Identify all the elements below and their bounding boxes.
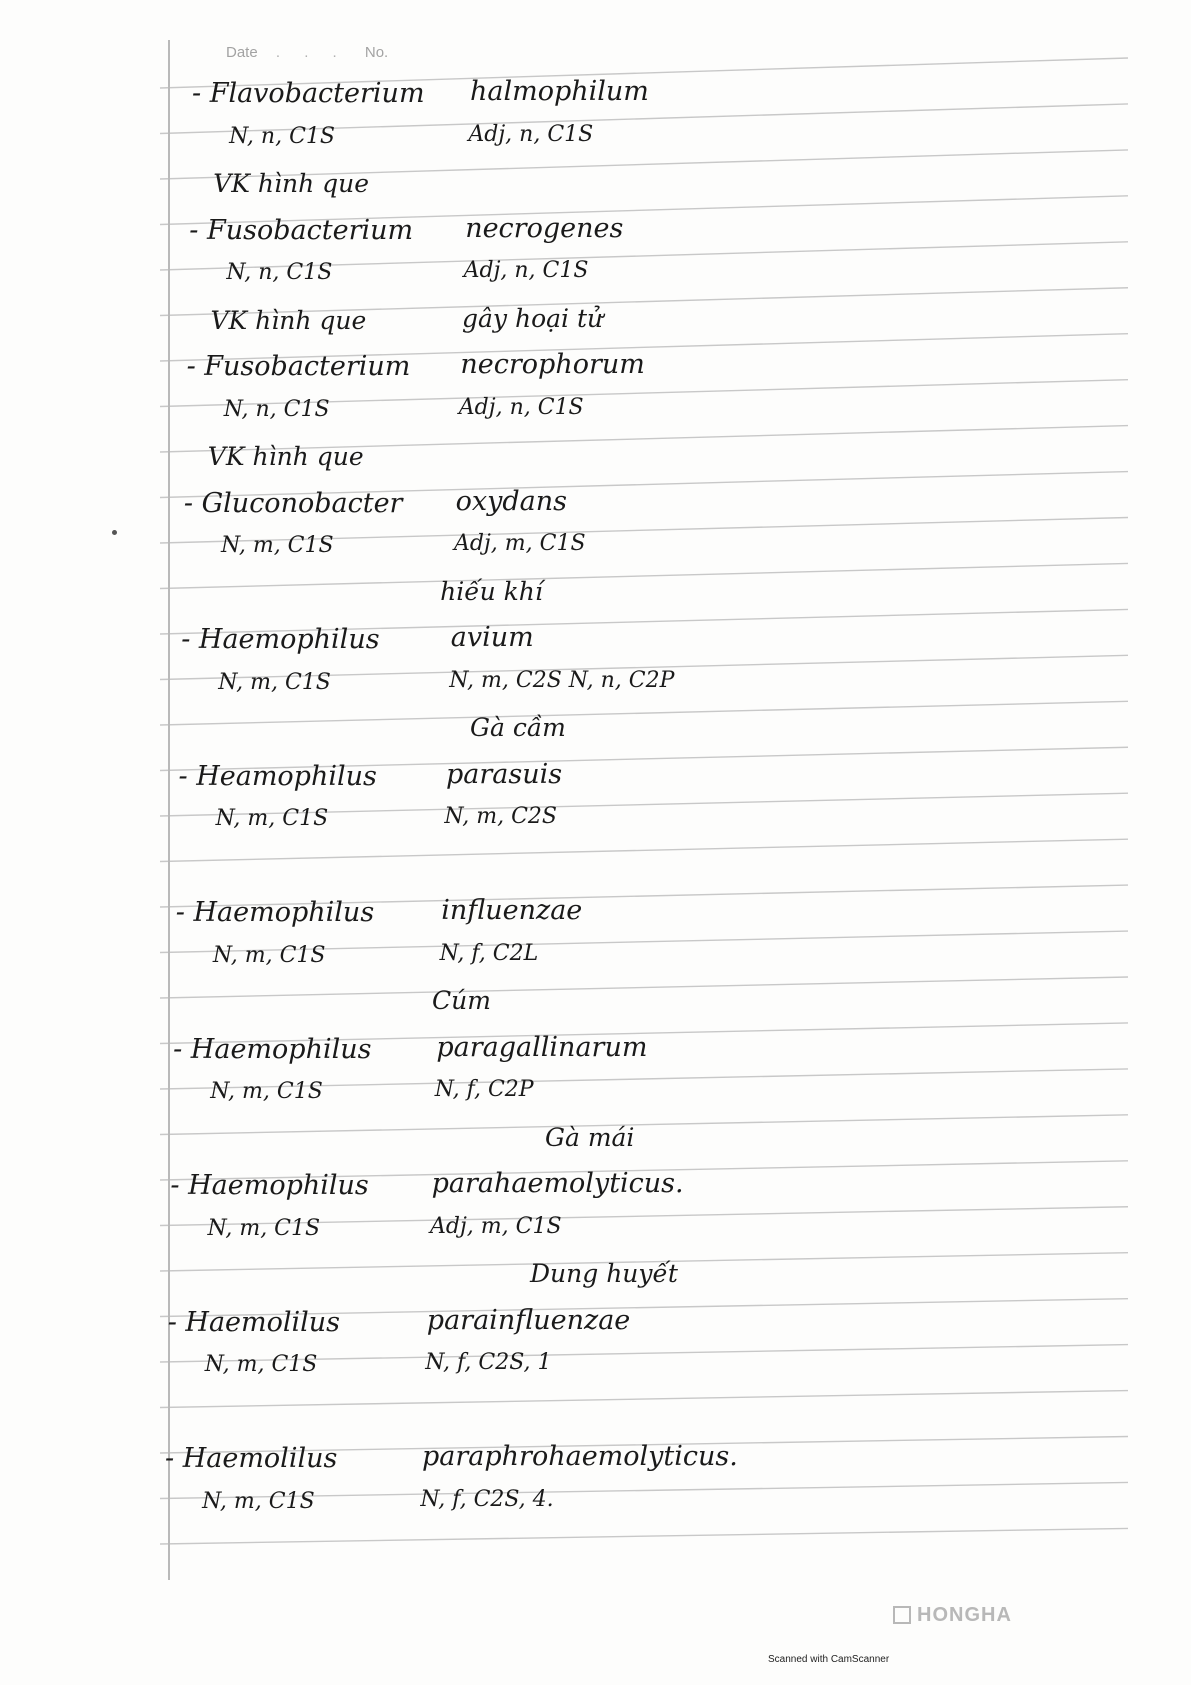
entry-col-a: - Flavobacterium	[192, 78, 425, 109]
entry-col-a: N, m, C1S	[204, 1352, 318, 1377]
entry-col-a: - Heamophilus	[178, 760, 377, 792]
entry-col-b: paragallinarum	[436, 1031, 648, 1063]
brand-logo	[893, 1604, 1012, 1627]
entry-col-b: Adj, m, C1S	[430, 1213, 562, 1239]
entry-col-a: N, n, C1S	[226, 260, 333, 285]
entry-col-a: - Haemophilus	[173, 1033, 372, 1065]
entry-col-b: gây hoại tử	[462, 303, 604, 333]
no-label: No.	[364, 44, 389, 61]
margin-line	[168, 40, 170, 1580]
entry-col-b: N, f, C2S, 1	[425, 1350, 552, 1375]
entry-col-b: hiếu khí	[440, 576, 543, 606]
entry-col-a: - Fusobacterium	[186, 351, 411, 382]
page-header	[226, 44, 402, 61]
entry-col-b: Adj, m, C1S	[454, 531, 586, 556]
entry-col-a: N, m, C1S	[215, 806, 329, 831]
entry-col-a: N, n, C1S	[229, 123, 335, 149]
entry-col-b: Adj, n, C1S	[468, 121, 594, 147]
entry-col-a: N, m, C1S	[207, 1215, 321, 1241]
entry-col-b: Gà cầm	[470, 713, 566, 742]
entry-col-b: oxydans	[455, 485, 567, 517]
stray-dot	[112, 530, 117, 535]
entry-col-b: Cúm	[432, 986, 491, 1015]
entry-col-b: avium	[450, 622, 534, 653]
entry-col-b: Adj, n, C1S	[458, 394, 584, 420]
entry-col-b: necrogenes	[465, 212, 624, 244]
entry-col-b: parasuis	[446, 758, 563, 790]
entry-col-a: N, m, C1S	[210, 1079, 323, 1104]
entry-col-b: N, f, C2L	[439, 940, 539, 966]
entry-col-b: Dung huyết	[530, 1259, 678, 1288]
entry-col-b: paraphrohaemolyticus.	[422, 1441, 738, 1472]
entry-col-a: - Haemolilus	[167, 1306, 341, 1338]
entry-col-a: - Haemophilus	[170, 1170, 369, 1201]
entry-col-a: - Haemophilus	[175, 897, 375, 928]
entry-col-b: parahaemolyticus.	[431, 1168, 684, 1199]
entry-col-b: N, f, C2P	[434, 1077, 534, 1102]
entry-col-a: N, m, C1S	[221, 533, 334, 558]
entry-col-a: N, n, C1S	[223, 396, 330, 422]
entry-col-b: Gà mái	[545, 1122, 635, 1152]
date-dots: . . .	[275, 44, 347, 61]
entry-col-b: N, m, C2S	[444, 804, 557, 829]
entry-col-b: necrophorum	[460, 349, 645, 380]
entry-col-a: N, m, C1S	[212, 942, 326, 968]
entry-col-b: halmophilum	[470, 76, 649, 107]
entry-col-a: N, m, C1S	[202, 1488, 315, 1514]
entry-col-a: - Gluconobacter	[183, 487, 403, 519]
scanner-watermark: Scanned with CamScanner	[768, 1654, 890, 1665]
entry-col-a: VK hình que	[213, 169, 370, 198]
date-label: Date	[226, 44, 258, 61]
entry-col-b: N, f, C2S, 4.	[420, 1486, 554, 1512]
entry-col-a: - Haemophilus	[181, 624, 380, 655]
brand-name: HONGHA	[917, 1604, 1012, 1626]
entry-col-a: - Fusobacterium	[189, 214, 414, 246]
entry-col-b: influenzae	[441, 895, 583, 926]
entry-col-b: Adj, n, C1S	[463, 258, 589, 283]
entry-col-a: VK hình que	[207, 442, 364, 471]
brand-icon	[893, 1606, 911, 1624]
entry-col-b: parainfluenzae	[426, 1304, 631, 1336]
entry-col-a: VK hình que	[210, 305, 367, 335]
entry-col-a: - Haemolilus	[165, 1443, 338, 1474]
entry-col-a: N, m, C1S	[218, 669, 331, 695]
entry-col-b: N, m, C2S N, n, C2P	[449, 667, 675, 693]
